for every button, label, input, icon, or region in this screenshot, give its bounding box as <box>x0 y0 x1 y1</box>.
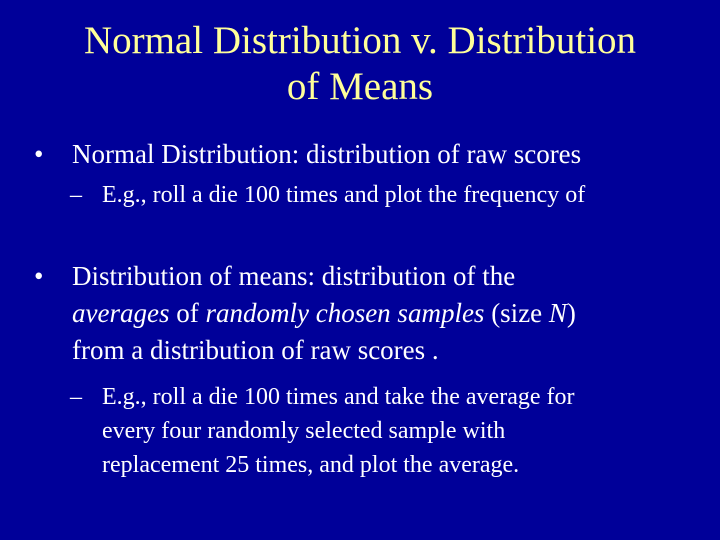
bullet-2-marker: • <box>34 261 44 291</box>
close-paren: ) <box>566 298 576 328</box>
bullet-1-marker: • <box>34 139 44 169</box>
slide-title <box>0 18 720 110</box>
size-text: (size <box>484 298 549 328</box>
bullet-2-line-2 <box>72 295 576 332</box>
bullet-2-line-1: Distribution of means: distribution of the <box>72 261 516 291</box>
bullet-1-text: Normal Distribution: distribution of raw scores <box>72 139 582 169</box>
of-text: of <box>169 298 206 328</box>
n-italic: N <box>548 298 567 328</box>
bullet-2-text <box>72 258 576 369</box>
sub-bullet-1-marker: – <box>70 182 82 208</box>
sub-bullet-2-text <box>102 380 575 482</box>
title-line-1: Normal Distribution v. Distribution <box>83 19 637 62</box>
averages-italic: averages <box>72 298 170 328</box>
bullet-2-line-3: from a distribution of raw scores . <box>72 335 439 365</box>
title-line-2: of Means <box>286 65 434 108</box>
sub-bullet-2-marker: – <box>70 384 82 410</box>
random-samples-italic: randomly chosen samples <box>205 298 485 328</box>
sub-bullet-2-line-3: replacement 25 times, and plot the average. <box>102 452 520 478</box>
sub-bullet-2-line-1: E.g., roll a die 100 times and take the average for <box>102 384 575 410</box>
sub-bullet-2-line-2: every four randomly selected sample with <box>102 418 506 444</box>
sub-bullet-1-text: E.g., roll a die 100 times and plot the frequency of <box>102 182 586 208</box>
